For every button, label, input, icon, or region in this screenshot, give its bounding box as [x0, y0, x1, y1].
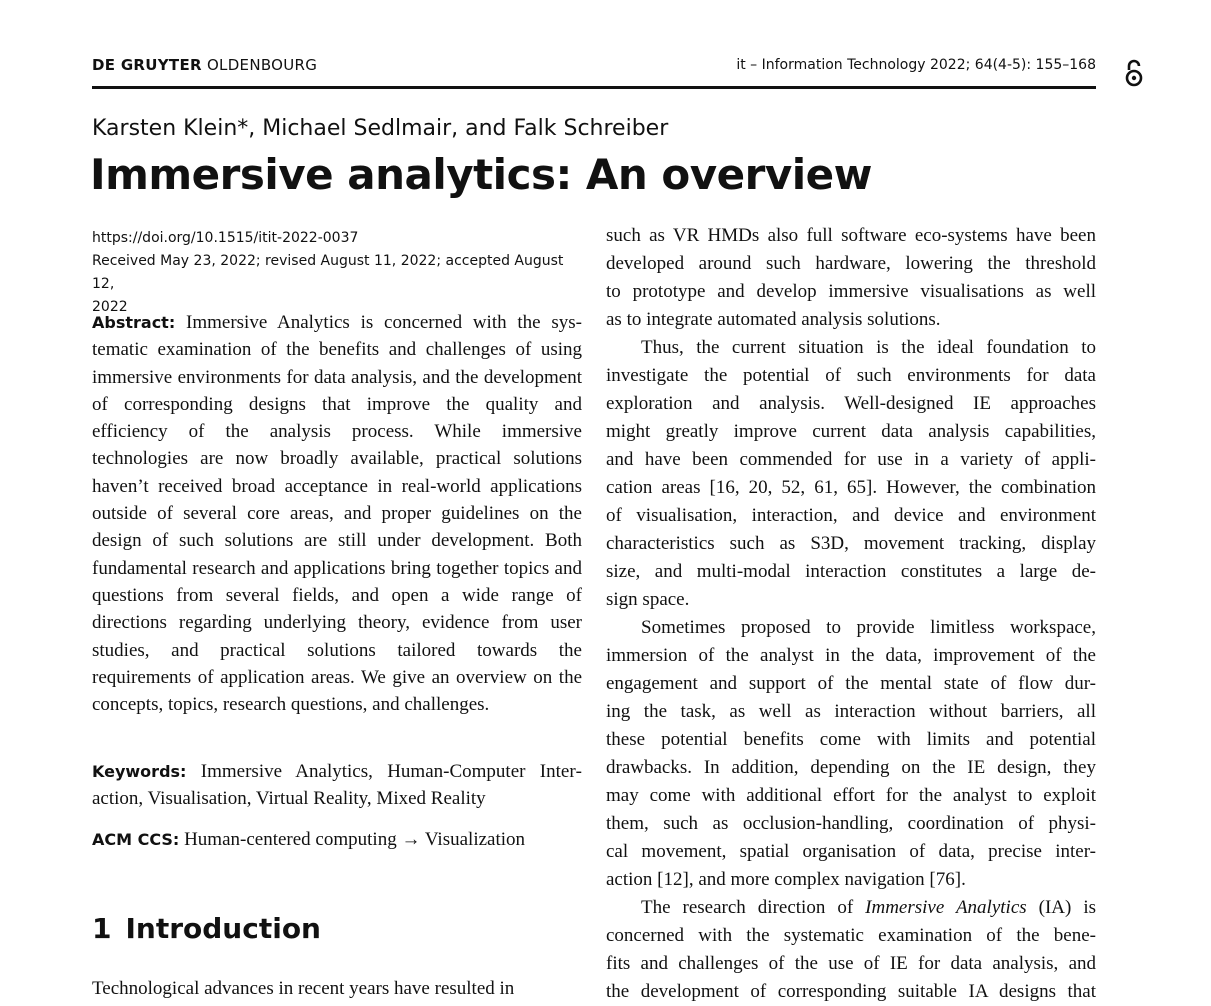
abstract	[92, 309, 582, 718]
abstract-text: Immersive Analytics is concerned with the systematic examination of the benefits and challenges of using immersive environments for data analysis, and the development of corresponding designs that improve the quality and efficiency of the analysis process. While immersive technologies are now broadly available, practical solutions haven’t received broad acceptance in real-world applications outside of several core areas, and proper guidelines on the design of such solutions are still under development. Both fundamental research and applications bring together topics and questions from several fields, and open a wide range of directions regarding underlying theory, evidence from user studies, and practical solutions tailored towards the requirements of application areas. We give an overview on the concepts, topics, research questions, and challenges.	[92, 312, 582, 716]
abstract-label: Abstract:	[92, 313, 176, 332]
article-meta	[92, 227, 582, 319]
body-line: the development of corresponding suitable IA designs that	[606, 981, 1096, 1002]
body-line: developed around such hardware, lowering the threshold	[606, 253, 1096, 274]
body-line: cal movement, spatial organisation of data, precise inter-	[606, 841, 1096, 862]
body-line: these potential benefits come with limits and potential	[606, 729, 1096, 750]
section-heading	[92, 912, 321, 945]
body-line: cation areas [16, 20, 52, 61, 65]. However, the combination	[606, 477, 1096, 498]
body-line: characteristics such as S3D, movement tracking, display	[606, 533, 1096, 554]
body-line: as to integrate automated analysis solutions.	[606, 309, 941, 330]
dates-line-1: Received May 23, 2022; revised August 11, 2022; accepted August 12,	[92, 253, 564, 292]
body-line: drawbacks. In addition, depending on the IE design, they	[606, 757, 1096, 778]
journal-citation: it – Information Technology 2022; 64(4-5): 155–168	[736, 57, 1096, 73]
body-line: might greatly improve current data analysis capabilities,	[606, 421, 1096, 442]
body-line: such as VR HMDs also full software eco-systems have been	[606, 225, 1096, 246]
line-segment: (IA) is	[1026, 897, 1096, 918]
running-header	[92, 54, 1096, 89]
publisher-rest: OLDENBOURG	[206, 56, 318, 74]
acm-text: Human-centered computing → Visualization	[179, 829, 526, 850]
body-line: them, such as occlusion-handling, coordination of physi-	[606, 813, 1096, 834]
acm-ccs	[92, 826, 582, 853]
body-line: ing the task, as well as interaction without barriers, all	[606, 701, 1096, 722]
intro-first-line: Technological advances in recent years have resulted in	[92, 978, 515, 999]
body-line: may come with additional effort for the analyst to exploit	[606, 785, 1096, 806]
body-line-mixed	[606, 894, 1096, 922]
body-line: sign space.	[606, 589, 690, 610]
body-line: size, and multi-modal interaction constitutes a large de-	[606, 561, 1096, 582]
doi-link[interactable]: https://doi.org/10.1515/itit-2022-0037	[92, 230, 359, 246]
section-number: 1	[92, 912, 112, 945]
body-line: to prototype and develop immersive visualisations as well	[606, 281, 1096, 302]
body-line: Thus, the current situation is the ideal foundation to	[641, 337, 1096, 358]
acm-label: ACM CCS:	[92, 830, 180, 849]
body-line: exploration and analysis. Well-designed IE approaches	[606, 393, 1096, 414]
body-line: engagement and support of the mental state of flow dur-	[606, 673, 1096, 694]
publisher-name	[92, 56, 317, 74]
body-line: fits and challenges of the use of IE for data analysis, and	[606, 953, 1096, 974]
body-line: of visualisation, interaction, and device and environment	[606, 505, 1096, 526]
line-segment: The research direction of	[641, 897, 854, 918]
body-line: immersion of the analyst in the data, improvement of the	[606, 645, 1096, 666]
keywords	[92, 758, 582, 813]
dates-line-2: 2022	[92, 299, 128, 315]
italic-term: Immersive Analytics	[865, 897, 1027, 918]
body-line: concerned with the systematic examination of the bene-	[606, 925, 1096, 946]
keywords-text: Immersive Analytics, Human-Computer Interaction, Visualisation, Virtual Reality, Mixed Reality	[92, 761, 582, 810]
body-line: Sometimes proposed to provide limitless workspace,	[641, 617, 1096, 638]
section-title: Introduction	[125, 912, 321, 945]
keywords-label: Keywords:	[92, 762, 187, 781]
authors: Karsten Klein*, Michael Sedlmair, and Falk Schreiber	[92, 116, 669, 141]
publisher-bold: DE GRUYTER	[92, 56, 202, 74]
article-title: Immersive analytics: An overview	[90, 150, 872, 199]
open-access-icon[interactable]	[1123, 58, 1145, 88]
body-line: and have been commended for use in a variety of appli-	[606, 449, 1096, 470]
body-line: action [12], and more complex navigation [76].	[606, 869, 966, 890]
right-column	[606, 222, 1096, 1006]
body-line: investigate the potential of such environments for data	[606, 365, 1096, 386]
